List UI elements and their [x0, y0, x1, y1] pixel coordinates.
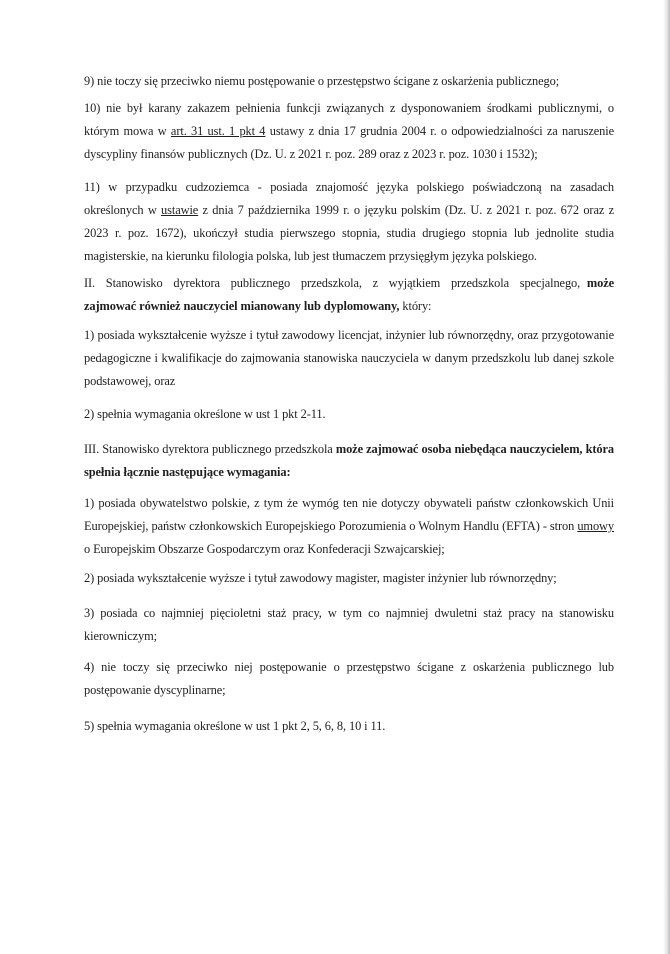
section-ii-item-1	[84, 324, 614, 393]
section-iii-item-3-text: 3) posiada co najmniej pięcioletni staż pracy, w tym co najmniej dwuletni staż pracy na stanowisku kierowniczym;	[84, 606, 614, 643]
item-10	[84, 97, 614, 166]
legal-reference-link[interactable]: ustawie	[161, 203, 199, 217]
section-ii-heading	[84, 272, 614, 318]
item-11-text-before: 11) w przypadku cudzoziemca - posiada znajomość języka polskiego poświadczoną na zasadach określonych w	[84, 180, 614, 217]
section-iii-item-5-text: 5) spełnia wymagania określone w ust 1 pkt 2, 5, 6, 8, 10 i 11.	[84, 719, 386, 733]
section-ii-item-2-text: 2) spełnia wymagania określone w ust 1 pkt 2-11.	[84, 407, 326, 421]
item-10-text-before: 10) nie był karany zakazem pełnienia funkcji związanych z dysponowaniem środkami publicznymi, o którym mowa w	[84, 101, 614, 138]
section-iii-bold: może zajmować osoba niebędąca nauczycielem, która spełnia łącznie następujące wymagania:	[84, 442, 614, 479]
section-iii-intro: III. Stanowisko dyrektora publicznego przedszkola	[84, 442, 336, 456]
section-ii-bold: może zajmować również nauczyciel mianowany lub dyplomowany,	[84, 276, 615, 313]
section-iii-item-1	[84, 492, 614, 561]
section-iii-item-1-text-after: o Europejskim Obszarze Gospodarczym oraz Konfederacji Szwajcarskiej;	[84, 542, 445, 556]
item-11-text-after: z dnia 7 października 1999 r. o języku polskim (Dz. U. z 2021 r. poz. 672 oraz z 2023 r. poz. 1672), ukończył studia pierwszego stopnia, studia drugiego stopnia lub jednolite studia magisterskie, na kierunku filologia polska, lub jest tłumaczem przysięgłym języka polskiego.	[84, 203, 614, 263]
section-ii-rest: który:	[399, 299, 432, 313]
page-edge-shadow	[663, 0, 670, 954]
legal-reference-link[interactable]: art. 31 ust. 1 pkt 4	[170, 124, 266, 138]
section-iii-item-1-text-before: 1) posiada obywatelstwo polskie, z tym że wymóg ten nie dotyczy obywateli państw członkowskich Unii Europejskiej, państw członkowskich Europejskiego Porozumienia o Wolnym Handlu (EFTA) - stron	[84, 496, 614, 533]
section-iii-item-2	[84, 567, 614, 590]
section-ii-item-1-text: 1) posiada wykształcenie wyższe i tytuł zawodowy licencjat, inżynier lub równorzędny, oraz przygotowanie pedagogiczne i kwalifikacje do zajmowania stanowiska nauczyciela w danym przedszkolu lub danej szkole podstawowej, oraz	[84, 328, 614, 388]
item-9-text: 9) nie toczy się przeciwko niemu postępowanie o przestępstwo ścigane z oskarżenia publicznego;	[84, 74, 560, 88]
item-11	[84, 176, 614, 268]
section-iii-item-5	[84, 715, 614, 738]
item-10-text-after: ustawy z dnia 17 grudnia 2004 r. o odpowiedzialności za naruszenie dyscypliny finansów publicznych (Dz. U. z 2021 r. poz. 289 oraz z 2023 r. poz. 1030 i 1532);	[84, 124, 614, 161]
section-iii-heading	[84, 438, 614, 484]
section-ii-intro: II. Stanowisko dyrektora publicznego przedszkola, z wyjątkiem przedszkola specjalnego,	[84, 276, 581, 290]
item-9	[84, 70, 614, 93]
legal-reference-link[interactable]: umowy	[577, 519, 614, 533]
section-iii-item-4-text: 4) nie toczy się przeciwko niej postępowanie o przestępstwo ścigane z oskarżenia publicznego lub postępowanie dyscyplinarne;	[84, 660, 614, 697]
section-iii-item-2-text: 2) posiada wykształcenie wyższe i tytuł zawodowy magister, magister inżynier lub równorzędny;	[84, 571, 557, 585]
section-ii-item-2	[84, 403, 614, 426]
section-iii-item-3	[84, 602, 614, 648]
section-iii-item-4	[84, 656, 614, 702]
